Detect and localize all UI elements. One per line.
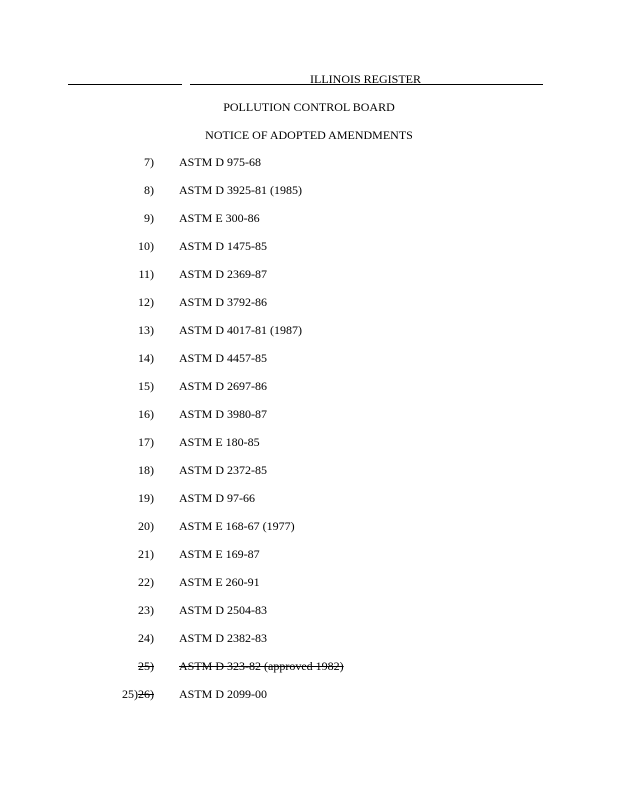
item-number: 11) bbox=[138, 267, 154, 281]
item-number: 14) bbox=[138, 351, 154, 365]
item-description: ASTM D 4017-81 (1987) bbox=[179, 323, 302, 337]
item-description: ASTM E 300-86 bbox=[179, 211, 260, 225]
list-item bbox=[0, 519, 618, 547]
list-item bbox=[0, 295, 618, 323]
list-item-renumbered bbox=[0, 687, 618, 715]
list-item bbox=[0, 183, 618, 211]
item-description-deleted: ASTM D 323-82 (approved 1982) bbox=[179, 659, 344, 673]
item-number: 12) bbox=[138, 295, 154, 309]
item-description: ASTM D 2372-85 bbox=[179, 463, 268, 477]
item-number: 21) bbox=[138, 547, 154, 561]
list-item bbox=[0, 435, 618, 463]
list-item bbox=[0, 379, 618, 407]
item-number: 13) bbox=[138, 323, 154, 337]
list-item bbox=[0, 463, 618, 491]
item-description: ASTM D 3980-87 bbox=[179, 407, 268, 421]
item-number: 22) bbox=[138, 575, 154, 589]
list-item bbox=[0, 407, 618, 435]
item-description: ASTM E 180-85 bbox=[179, 435, 260, 449]
board-name: POLLUTION CONTROL BOARD bbox=[223, 100, 395, 114]
item-number-new: 25) bbox=[122, 687, 138, 701]
item-number: 20) bbox=[138, 519, 154, 533]
item-number: 19) bbox=[138, 491, 154, 505]
item-description: ASTM E 169-87 bbox=[179, 547, 260, 561]
item-description: ASTM D 2504-83 bbox=[179, 603, 268, 617]
list-item bbox=[0, 155, 618, 183]
item-description: ASTM D 4457-85 bbox=[179, 351, 268, 365]
standards-list bbox=[0, 155, 618, 715]
item-number: 8) bbox=[144, 183, 154, 197]
item-description: ASTM E 168-67 (1977) bbox=[179, 519, 295, 533]
item-number: 24) bbox=[138, 631, 154, 645]
item-number: 15) bbox=[138, 379, 154, 393]
item-number: 18) bbox=[138, 463, 154, 477]
notice-heading: NOTICE OF ADOPTED AMENDMENTS bbox=[205, 128, 413, 142]
list-item-deleted bbox=[0, 659, 618, 687]
list-item bbox=[0, 491, 618, 519]
list-item bbox=[0, 239, 618, 267]
list-item bbox=[0, 323, 618, 351]
list-item bbox=[0, 631, 618, 659]
list-item bbox=[0, 603, 618, 631]
item-description: ASTM E 260-91 bbox=[179, 575, 260, 589]
item-description: ASTM D 2369-87 bbox=[179, 267, 268, 281]
item-description: ASTM D 3792-86 bbox=[179, 295, 268, 309]
item-description: ASTM D 2382-83 bbox=[179, 631, 268, 645]
item-number: 9) bbox=[144, 211, 154, 225]
register-title: ILLINOIS REGISTER bbox=[310, 72, 421, 86]
page-header bbox=[68, 72, 543, 86]
item-number-old: 26) bbox=[138, 687, 154, 701]
item-description: ASTM D 2099-00 bbox=[179, 687, 268, 701]
item-number: 17) bbox=[138, 435, 154, 449]
item-number: 16) bbox=[138, 407, 154, 421]
list-item bbox=[0, 211, 618, 239]
item-number: 7) bbox=[144, 155, 154, 169]
item-number-renumbered bbox=[122, 687, 154, 701]
item-description: ASTM D 3925-81 (1985) bbox=[179, 183, 302, 197]
item-description: ASTM D 97-66 bbox=[179, 491, 256, 505]
list-item bbox=[0, 267, 618, 295]
list-item bbox=[0, 351, 618, 379]
list-item bbox=[0, 575, 618, 603]
item-number-deleted: 25) bbox=[138, 659, 154, 673]
item-description: ASTM D 2697-86 bbox=[179, 379, 268, 393]
item-description: ASTM D 1475-85 bbox=[179, 239, 268, 253]
item-description: ASTM D 975-68 bbox=[179, 155, 262, 169]
item-number: 23) bbox=[138, 603, 154, 617]
item-number: 10) bbox=[138, 239, 154, 253]
list-item bbox=[0, 547, 618, 575]
